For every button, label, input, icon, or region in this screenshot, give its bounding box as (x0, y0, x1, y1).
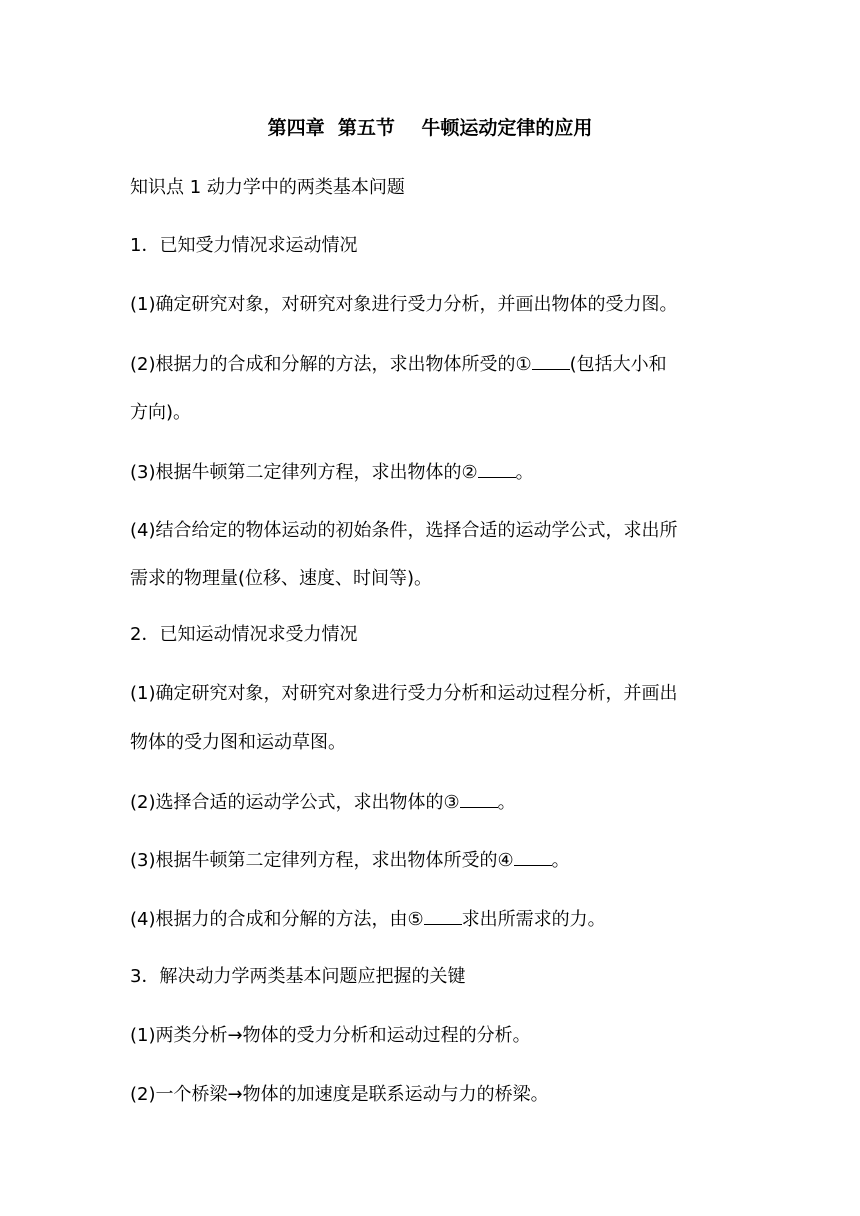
part1-item2-text-tail: (包括大小和 (569, 354, 667, 375)
part1-item1: (1)确定研究对象，对研究对象进行受力分析，并画出物体的受力图。 (130, 294, 678, 315)
part2-item4-text-tail: 求出所需求的力。 (461, 909, 606, 930)
part2-item4-text: (4)根据力的合成和分解的方法，由⑤ (130, 909, 424, 930)
part3-item1: (1)两类分析→物体的受力分析和运动过程的分析。 (130, 1025, 531, 1046)
part2-item1: (1)确定研究对象，对研究对象进行受力分析和运动过程分析，并画出 (130, 683, 678, 704)
part2-item2-text: (2)选择合适的运动学公式，求出物体的③ (130, 792, 460, 813)
section-heading: 知识点 1 动力学中的两类基本问题 (130, 177, 405, 198)
answer-blank-4[interactable] (514, 847, 552, 866)
part1-item2-cont: 方向)。 (130, 402, 192, 423)
answer-blank-2[interactable] (478, 459, 516, 478)
part1-item3 (130, 459, 750, 486)
part1-item3-text-tail: 。 (515, 462, 534, 483)
part2-item1-cont: 物体的受力图和运动草图。 (130, 732, 346, 753)
part2-item2 (130, 789, 750, 816)
part1-item3-text: (3)根据牛顿第二定律列方程，求出物体的② (130, 462, 478, 483)
part1-item2 (130, 351, 750, 378)
part1-item2-text: (2)根据力的合成和分解的方法，求出物体所受的① (130, 354, 532, 375)
answer-blank-3[interactable] (460, 789, 498, 808)
part3-heading: 3．解决动力学两类基本问题应把握的关键 (130, 966, 466, 987)
part2-item3-text-tail: 。 (551, 850, 570, 871)
answer-blank-1[interactable] (532, 351, 570, 370)
part1-heading: 1．已知受力情况求运动情况 (130, 235, 358, 256)
part3-item2: (2)一个桥梁→物体的加速度是联系运动与力的桥梁。 (130, 1084, 549, 1105)
part2-item3-text: (3)根据牛顿第二定律列方程，求出物体所受的④ (130, 850, 514, 871)
part2-item3 (130, 847, 750, 874)
part1-item4-cont: 需求的物理量(位移、速度、时间等)。 (130, 568, 433, 589)
page-title: 第四章 第五节 牛顿运动定律的应用 (267, 117, 593, 139)
part2-item4 (130, 906, 750, 933)
part2-heading: 2．已知运动情况求受力情况 (130, 624, 358, 645)
part1-item4: (4)结合给定的物体运动的初始条件，选择合适的运动学公式，求出所 (130, 520, 678, 541)
part2-item2-text-tail: 。 (497, 792, 516, 813)
answer-blank-5[interactable] (424, 906, 462, 925)
